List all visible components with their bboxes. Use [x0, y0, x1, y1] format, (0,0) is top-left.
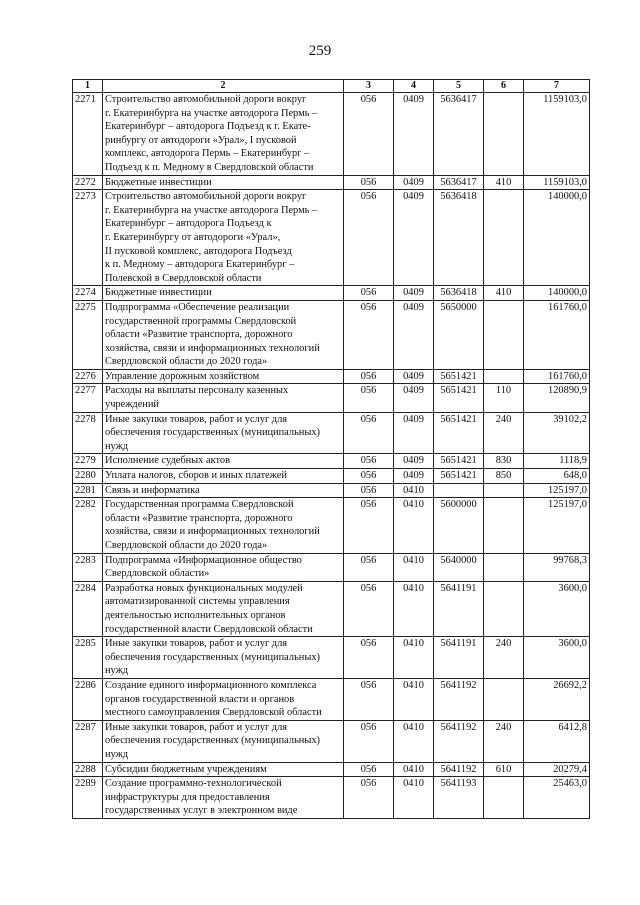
table-header — [73, 80, 590, 93]
item-name-cell: Создание единого информационного комплекса органов государственной власти и органов местного самоуправления Свердловской области — [103, 678, 344, 720]
row-number-cell: 2285 — [73, 637, 103, 679]
table-row — [73, 93, 590, 176]
row-number-cell: 2286 — [73, 678, 103, 720]
target-article-cell: 5641192 — [434, 720, 484, 762]
budget-table — [72, 79, 590, 819]
target-article-cell: 5641192 — [434, 762, 484, 777]
header-row — [73, 80, 590, 93]
expense-type-cell: 410 — [484, 286, 524, 301]
amount-cell: 140000,0 — [524, 190, 590, 286]
expense-type-cell: 110 — [484, 384, 524, 412]
header-col-5: 5 — [434, 80, 484, 93]
ministry-code-cell: 056 — [344, 300, 394, 369]
expense-type-cell — [484, 678, 524, 720]
amount-cell: 99768,3 — [524, 553, 590, 581]
item-name-cell: Уплата налогов, сборов и иных платежей — [103, 469, 344, 484]
item-name-cell: Бюджетные инвестиции — [103, 286, 344, 301]
item-name-cell: Исполнение судебных актов — [103, 454, 344, 469]
table-row — [73, 498, 590, 553]
target-article-cell: 5641191 — [434, 581, 484, 636]
target-article-cell: 5651421 — [434, 412, 484, 454]
section-code-cell: 0410 — [394, 720, 434, 762]
expense-type-cell — [484, 93, 524, 176]
section-code-cell: 0410 — [394, 553, 434, 581]
row-number-cell: 2278 — [73, 412, 103, 454]
row-number-cell: 2280 — [73, 469, 103, 484]
table-row — [73, 762, 590, 777]
amount-cell: 20279,4 — [524, 762, 590, 777]
ministry-code-cell: 056 — [344, 483, 394, 498]
section-code-cell: 0409 — [394, 300, 434, 369]
table-row — [73, 553, 590, 581]
expense-type-cell — [484, 498, 524, 553]
amount-cell: 648,0 — [524, 469, 590, 484]
row-number-cell: 2279 — [73, 454, 103, 469]
item-name-cell: Строительство автомобильной дороги вокруг г. Екатеринбурга на участке автодорога Пермь – Екатеринбург – автодорога Подъезд к г. Екатеринбургу от автодороги «Урал», II пусковой комплекс, автодорога Подъезд к п. Медному – автодорога Екатеринбург – Полевской в Свердловской области — [103, 190, 344, 286]
item-name-cell: Разработка новых функциональных модулей автоматизированной системы управления деятельностью исполнительных органов государственной власти Свердловской области — [103, 581, 344, 636]
header-col-3: 3 — [344, 80, 394, 93]
ministry-code-cell: 056 — [344, 777, 394, 819]
table-row — [73, 412, 590, 454]
ministry-code-cell: 056 — [344, 581, 394, 636]
ministry-code-cell: 056 — [344, 369, 394, 384]
ministry-code-cell: 056 — [344, 469, 394, 484]
ministry-code-cell: 056 — [344, 190, 394, 286]
target-article-cell: 5651421 — [434, 454, 484, 469]
amount-cell: 3600,0 — [524, 581, 590, 636]
target-article-cell: 5636417 — [434, 93, 484, 176]
row-number-cell: 2271 — [73, 93, 103, 176]
expense-type-cell — [484, 777, 524, 819]
row-number-cell: 2274 — [73, 286, 103, 301]
header-col-6: 6 — [484, 80, 524, 93]
amount-cell: 1159103,0 — [524, 93, 590, 176]
ministry-code-cell: 056 — [344, 720, 394, 762]
item-name-cell: Подпрограмма «Обеспечение реализации государственной программы Свердловской области «Развитие транспорта, дорожного хозяйства, связи и информационных технологий Свердловской области до 2020 года» — [103, 300, 344, 369]
table-row — [73, 369, 590, 384]
target-article-cell: 5651421 — [434, 469, 484, 484]
table-row — [73, 175, 590, 190]
expense-type-cell — [484, 581, 524, 636]
row-number-cell: 2288 — [73, 762, 103, 777]
row-number-cell: 2276 — [73, 369, 103, 384]
item-name-cell: Управление дорожным хозяйством — [103, 369, 344, 384]
expense-type-cell — [484, 553, 524, 581]
section-code-cell: 0410 — [394, 777, 434, 819]
header-col-2: 2 — [103, 80, 344, 93]
section-code-cell: 0409 — [394, 384, 434, 412]
header-col-4: 4 — [394, 80, 434, 93]
target-article-cell — [434, 483, 484, 498]
expense-type-cell — [484, 369, 524, 384]
ministry-code-cell: 056 — [344, 454, 394, 469]
amount-cell: 25463,0 — [524, 777, 590, 819]
section-code-cell: 0409 — [394, 175, 434, 190]
expense-type-cell: 240 — [484, 637, 524, 679]
table-row — [73, 637, 590, 679]
section-code-cell: 0409 — [394, 412, 434, 454]
amount-cell: 125197,0 — [524, 498, 590, 553]
item-name-cell: Иные закупки товаров, работ и услуг для обеспечения государственных (муниципальных) нужд — [103, 412, 344, 454]
section-code-cell: 0410 — [394, 762, 434, 777]
amount-cell: 161760,0 — [524, 300, 590, 369]
target-article-cell: 5641192 — [434, 678, 484, 720]
section-code-cell: 0410 — [394, 581, 434, 636]
target-article-cell: 5640000 — [434, 553, 484, 581]
amount-cell: 39102,2 — [524, 412, 590, 454]
row-number-cell: 2275 — [73, 300, 103, 369]
row-number-cell: 2284 — [73, 581, 103, 636]
expense-type-cell — [484, 300, 524, 369]
expense-type-cell: 410 — [484, 175, 524, 190]
section-code-cell: 0409 — [394, 286, 434, 301]
table-row — [73, 581, 590, 636]
expense-type-cell: 240 — [484, 720, 524, 762]
section-code-cell: 0409 — [394, 369, 434, 384]
item-name-cell: Создание программно-технологической инфраструктуры для предоставления государственных услуг в электронном виде — [103, 777, 344, 819]
expense-type-cell — [484, 190, 524, 286]
target-article-cell: 5636417 — [434, 175, 484, 190]
ministry-code-cell: 056 — [344, 762, 394, 777]
expense-type-cell: 850 — [484, 469, 524, 484]
item-name-cell: Субсидии бюджетным учреждениям — [103, 762, 344, 777]
section-code-cell: 0410 — [394, 498, 434, 553]
section-code-cell: 0409 — [394, 190, 434, 286]
expense-type-cell: 610 — [484, 762, 524, 777]
section-code-cell: 0409 — [394, 93, 434, 176]
ministry-code-cell: 056 — [344, 498, 394, 553]
expense-type-cell: 240 — [484, 412, 524, 454]
amount-cell: 1118,9 — [524, 454, 590, 469]
amount-cell: 140000,0 — [524, 286, 590, 301]
ministry-code-cell: 056 — [344, 637, 394, 679]
row-number-cell: 2272 — [73, 175, 103, 190]
row-number-cell: 2282 — [73, 498, 103, 553]
table-row — [73, 483, 590, 498]
section-code-cell: 0410 — [394, 678, 434, 720]
ministry-code-cell: 056 — [344, 553, 394, 581]
amount-cell: 125197,0 — [524, 483, 590, 498]
row-number-cell: 2287 — [73, 720, 103, 762]
table-row — [73, 720, 590, 762]
row-number-cell: 2281 — [73, 483, 103, 498]
row-number-cell: 2273 — [73, 190, 103, 286]
section-code-cell: 0409 — [394, 454, 434, 469]
table-body — [73, 93, 590, 819]
section-code-cell: 0409 — [394, 469, 434, 484]
target-article-cell: 5636418 — [434, 286, 484, 301]
table-row — [73, 300, 590, 369]
item-name-cell: Государственная программа Свердловской области «Развитие транспорта, дорожного хозяйства, связи и информационных технологий Свердловской области до 2020 года» — [103, 498, 344, 553]
target-article-cell: 5651421 — [434, 369, 484, 384]
target-article-cell: 5636418 — [434, 190, 484, 286]
amount-cell: 161760,0 — [524, 369, 590, 384]
item-name-cell: Подпрограмма «Информационное общество Свердловской области» — [103, 553, 344, 581]
table-row — [73, 286, 590, 301]
target-article-cell: 5641191 — [434, 637, 484, 679]
amount-cell: 120890,9 — [524, 384, 590, 412]
header-col-7: 7 — [524, 80, 590, 93]
ministry-code-cell: 056 — [344, 93, 394, 176]
ministry-code-cell: 056 — [344, 412, 394, 454]
table-row — [73, 678, 590, 720]
item-name-cell: Связь и информатика — [103, 483, 344, 498]
amount-cell: 26692,2 — [524, 678, 590, 720]
header-col-1: 1 — [73, 80, 103, 93]
amount-cell: 3600,0 — [524, 637, 590, 679]
item-name-cell: Расходы на выплаты персоналу казенных учреждений — [103, 384, 344, 412]
table-row — [73, 190, 590, 286]
target-article-cell: 5650000 — [434, 300, 484, 369]
table-row — [73, 469, 590, 484]
item-name-cell: Бюджетные инвестиции — [103, 175, 344, 190]
section-code-cell: 0410 — [394, 637, 434, 679]
target-article-cell: 5651421 — [434, 384, 484, 412]
ministry-code-cell: 056 — [344, 678, 394, 720]
item-name-cell: Иные закупки товаров, работ и услуг для обеспечения государственных (муниципальных) нужд — [103, 720, 344, 762]
row-number-cell: 2277 — [73, 384, 103, 412]
page-number: 259 — [308, 43, 332, 59]
expense-type-cell — [484, 483, 524, 498]
table-row — [73, 777, 590, 819]
target-article-cell: 5641193 — [434, 777, 484, 819]
ministry-code-cell: 056 — [344, 286, 394, 301]
amount-cell: 1159103,0 — [524, 175, 590, 190]
amount-cell: 6412,8 — [524, 720, 590, 762]
table-row — [73, 384, 590, 412]
section-code-cell: 0410 — [394, 483, 434, 498]
item-name-cell: Строительство автомобильной дороги вокруг г. Екатеринбурга на участке автодорога Пермь – Екатеринбург – автодорога Подъезд к г. Екате- ринбургу от автодороги «Урал», I пусковой комплекс, автодорога Пермь – Екатеринбург – Подъезд к п. Медному в Свердловской области — [103, 93, 344, 176]
row-number-cell: 2283 — [73, 553, 103, 581]
ministry-code-cell: 056 — [344, 384, 394, 412]
ministry-code-cell: 056 — [344, 175, 394, 190]
expense-type-cell: 830 — [484, 454, 524, 469]
table-row — [73, 454, 590, 469]
item-name-cell: Иные закупки товаров, работ и услуг для обеспечения государственных (муниципальных) нужд — [103, 637, 344, 679]
target-article-cell: 5600000 — [434, 498, 484, 553]
row-number-cell: 2289 — [73, 777, 103, 819]
